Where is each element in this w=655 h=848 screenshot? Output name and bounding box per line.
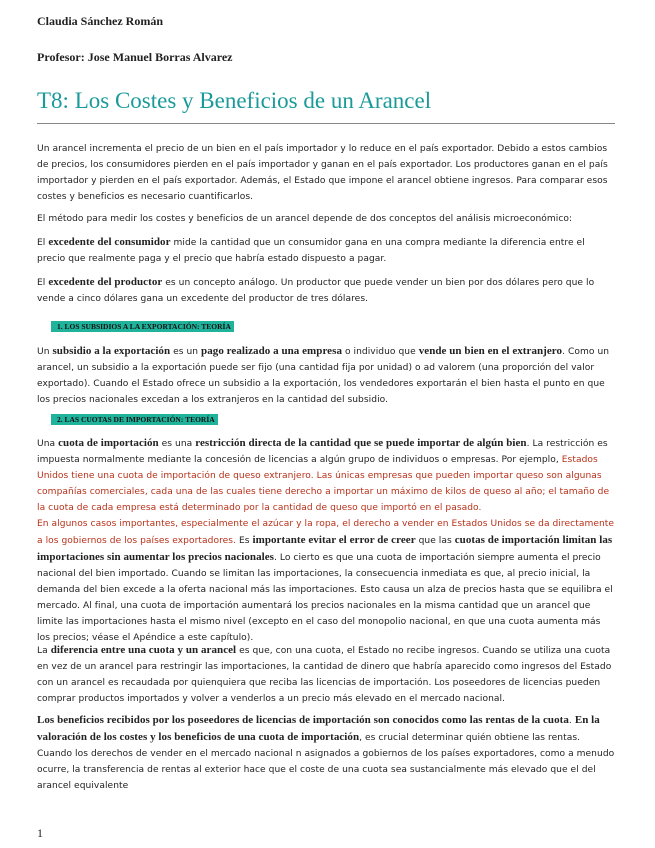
- quota-rents-paragraph: [37, 712, 615, 794]
- bold-term: cuota de importación: [58, 437, 159, 449]
- bold-term: excedente del consumidor: [48, 236, 171, 248]
- author-name: Claudia Sánchez Román: [37, 14, 164, 28]
- text-run: . Como un arancel, un subsidio a la exportación puede ser fijo (una cantidad fija por unidad) o ad valorem (una proporción del valor exportado). Cuando el Estado ofrece un subsidio a la exportación, los vendedores exportarán el bien hasta el punto en que los precios nacionales excedan a los extranjeros en la cantidad del subsidio.: [37, 347, 610, 405]
- bold-term: restricción directa de la cantidad que se puede importar de algún bien: [195, 437, 527, 449]
- bold-term: En la valoración de los costes y los beneficios de una cuota de importación: [37, 714, 600, 743]
- text-run: El: [37, 238, 49, 248]
- text-run: .: [568, 716, 575, 726]
- export-subsidy-paragraph: [37, 343, 615, 408]
- text-run: Es: [236, 536, 253, 546]
- bold-term: vende un bien en el extranjero: [418, 345, 563, 357]
- text-run: que las: [415, 536, 455, 546]
- section-heading-2: 2. LAS CUOTAS DE IMPORTACIÓN: TEORÍA: [51, 414, 218, 425]
- producer-surplus-paragraph: [37, 274, 615, 307]
- text-run: Un: [37, 347, 53, 357]
- bold-term: subsidio a la exportación: [52, 345, 171, 357]
- quota-vs-tariff-paragraph: [37, 642, 615, 707]
- text-run: Una: [37, 439, 59, 449]
- bold-term: pago realizado a una empresa: [201, 345, 342, 357]
- bold-term: Los beneficios recibidos por los poseedores de licencias de importación son conocidos como las rentas de la cuota: [37, 714, 569, 726]
- text-run: es que, con una cuota, el Estado no recibe ingresos. Cuando se utiliza una cuota en vez de un arancel para restringir las importaciones, la cantidad de dinero que habría aparecido como ingresos del Estado con un arancel es recaudada por quienquiera que reciba las licencias de importación. Los poseedores de licencias pueden comprar productos importados y volver a venderlos a un precio más elevado en el mercado nacional.: [37, 646, 612, 704]
- text-run: . La restricción es impuesta normalmente mediante la concesión de licencias a algún grupo de individuos o empresas. Por ejemplo,: [37, 439, 608, 465]
- text-run: es un: [170, 347, 202, 357]
- bold-term: diferencia entre una cuota y un arancel: [50, 644, 237, 656]
- quota-prices-paragraph: [37, 516, 615, 646]
- text-run: es un concepto análogo. Un productor que puede vender un bien por dos dólares pero que lo vende a cinco dólares gana un excedente del productor de tres dólares.: [37, 278, 595, 304]
- highlighted-example: En algunos casos importantes, especialmente el azúcar y la ropa, el derecho a vender en Estados Unidos se da directamente a los gobiernos de los países exportadores.: [37, 519, 615, 546]
- consumer-surplus-paragraph: [37, 234, 615, 267]
- professor-line: Profesor: Jose Manuel Borras Alvarez: [37, 50, 233, 64]
- text-run: La: [37, 646, 51, 656]
- page-number: 1: [37, 826, 43, 840]
- text-run: es una: [158, 439, 196, 449]
- text-run: . Lo cierto es que una cuota de importación siempre aumenta el precio nacional del bien importado. Cuando se limitan las importaciones, la consecuencia inmediata es que, al precio inicial, la demanda del bien excede a la oferta nacional más las importaciones. Esto causa un alza de precios hasta que se equilibra el mercado. Al final, una cuota de importación aumentará los precios nacionales en la misma cantidad que un arancel que limite las importaciones hasta el mismo nivel (excepto en el caso del monopolio nacional, en que una cuota aumenta más los precios; véase el Apéndice a este capítulo).: [37, 553, 613, 643]
- intro-paragraph-2: El método para medir los costes y beneficios de un arancel depende de dos conceptos del análisis microeconómico:: [37, 214, 573, 224]
- import-quota-paragraph: [37, 435, 615, 516]
- title-divider: [37, 123, 615, 124]
- bold-term: cuotas de importación limitan las importaciones sin aumentar los precios nacionales: [37, 534, 613, 563]
- document-title: T8: Los Costes y Beneficios de un Arancel: [37, 88, 432, 113]
- intro-paragraph-1: Un arancel incrementa el precio de un bien en el país importador y lo reduce en el país exportador. Debido a estos cambios de precios, los consumidores pierden en el país importador y ganan en el país exportador. Los productores ganan en el país importador y pierden en el país exportador. Además, el Estado que impone el arancel obtiene ingresos. Para comparar esos costes y beneficios es necesario cuantificarlos.: [37, 144, 608, 202]
- text-run: mide la cantidad que un consumidor gana en una compra mediante la diferencia entre el precio que realmente paga y el precio que habría estado dispuesto a pagar.: [37, 238, 585, 264]
- highlighted-example: Estados Unidos tiene una cuota de importación de queso extranjero. Las únicas empresas que pueden importar queso son algunas compañías comerciales, cada una de las cuales tiene derecho a importar un máximo de kilos de queso al año; el tamaño de la cuota de cada empresa está determinado por la cantidad de queso que importó en el pasado.: [37, 455, 610, 513]
- text-run: o individuo que: [342, 347, 419, 357]
- bold-term: importante evitar el error de creer: [252, 534, 416, 546]
- text-run: El: [37, 278, 49, 288]
- section-heading-1: 1. LOS SUBSIDIOS A LA EXPORTACIÓN: TEORÍA: [51, 321, 234, 332]
- text-run: , es crucial determinar quién obtiene las rentas. Cuando los derechos de vender en el mercado nacional n asignados a gobiernos de los países exportadores, como a menudo ocurre, la transferencia de rentas al exterior hace que el coste de una cuota sea sustancialmente más elevado que el del arancel equivalente: [37, 733, 615, 791]
- bold-term: excedente del productor: [48, 276, 163, 288]
